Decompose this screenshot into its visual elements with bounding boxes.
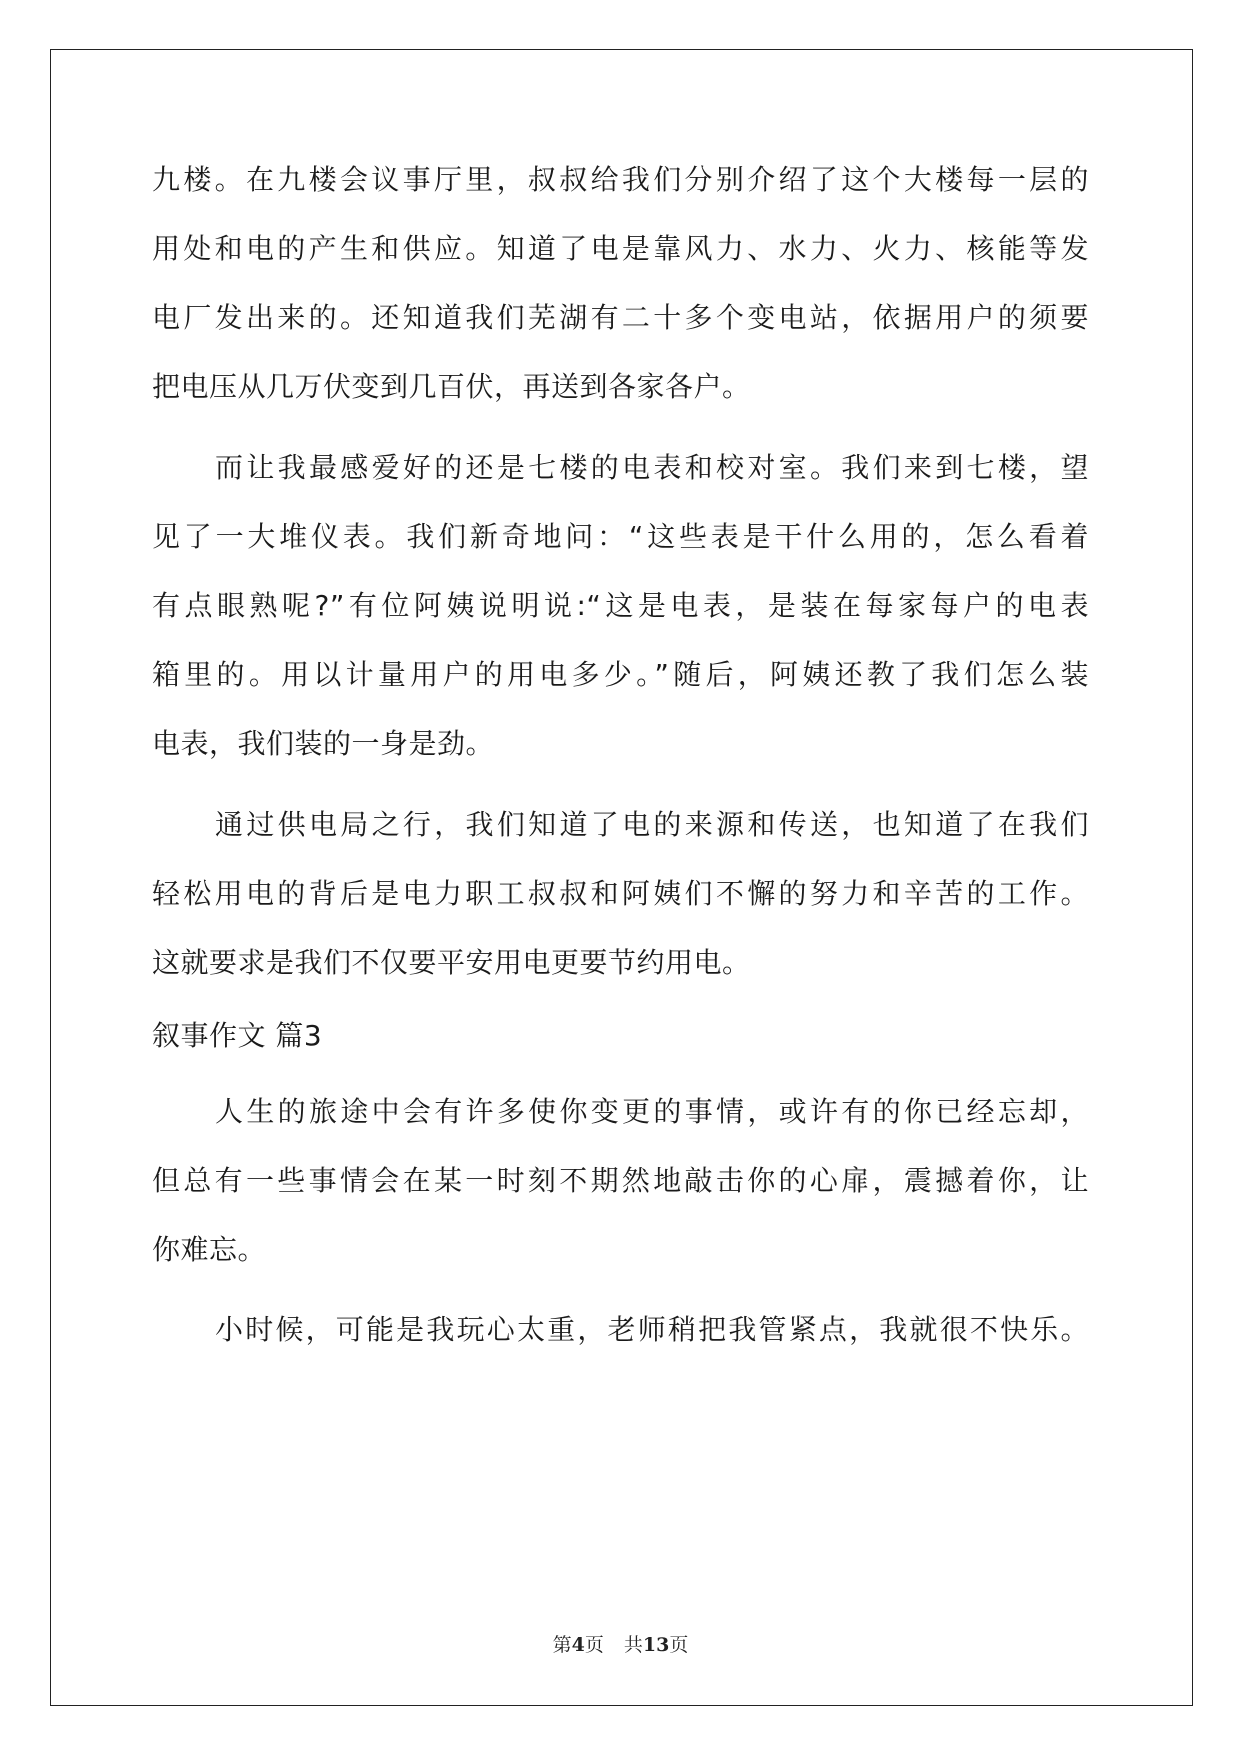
text-line: 电表，我们装的一身是劲。 — [152, 727, 495, 760]
text-line: 人生的旅途中会有许多使你变更的事情，或许有的你已经忘却， — [215, 1095, 1089, 1128]
footer-prefix: 第 — [552, 1634, 572, 1656]
text-line: 见了一大堆仪表。我们新奇地问：“这些表是干什么用的，怎么看着 — [152, 520, 1089, 553]
footer-total-pages: 13 — [642, 1634, 670, 1656]
text-line: 箱里的。用以计量用户的用电多少。”随后，阿姨还教了我们怎么装 — [152, 658, 1089, 691]
text-line: 但总有一些事情会在某一时刻不期然地敲击你的心扉，震撼着你，让 — [152, 1164, 1089, 1197]
text-line: 而让我最感爱好的还是七楼的电表和校对室。我们来到七楼，望 — [215, 451, 1089, 484]
section-heading: 叙事作文 篇3 — [152, 1019, 323, 1052]
text-line: 有点眼熟呢?”有位阿姨说明说:“这是电表，是装在每家每户的电表 — [152, 589, 1089, 622]
text-line: 通过供电局之行，我们知道了电的来源和传送，也知道了在我们 — [215, 808, 1089, 841]
text-line: 小时候，可能是我玩心太重，老师稍把我管紧点，我就很不快乐。 — [215, 1313, 1089, 1346]
footer-total-suffix: 页 — [669, 1634, 689, 1656]
text-line: 把电压从几万伏变到几百伏，再送到各家各户。 — [152, 370, 751, 403]
text-line: 你难忘。 — [152, 1233, 267, 1266]
text-line: 这就要求是我们不仅要平安用电更要节约用电。 — [152, 946, 751, 979]
text-line: 电厂发出来的。还知道我们芜湖有二十多个变电站，依据用户的须要 — [152, 301, 1089, 334]
footer-total-prefix: 共 — [623, 1634, 643, 1656]
text-line: 九楼。在九楼会议事厅里，叔叔给我们分别介绍了这个大楼每一层的 — [152, 163, 1089, 196]
text-line: 用处和电的产生和供应。知道了电是靠风力、水力、火力、核能等发 — [152, 232, 1089, 265]
page-footer — [0, 1630, 1241, 1657]
text-line: 轻松用电的背后是电力职工叔叔和阿姨们不懈的努力和辛苦的工作。 — [152, 877, 1089, 910]
footer-page-suffix: 页 — [584, 1634, 604, 1656]
footer-page-number: 4 — [571, 1634, 585, 1656]
